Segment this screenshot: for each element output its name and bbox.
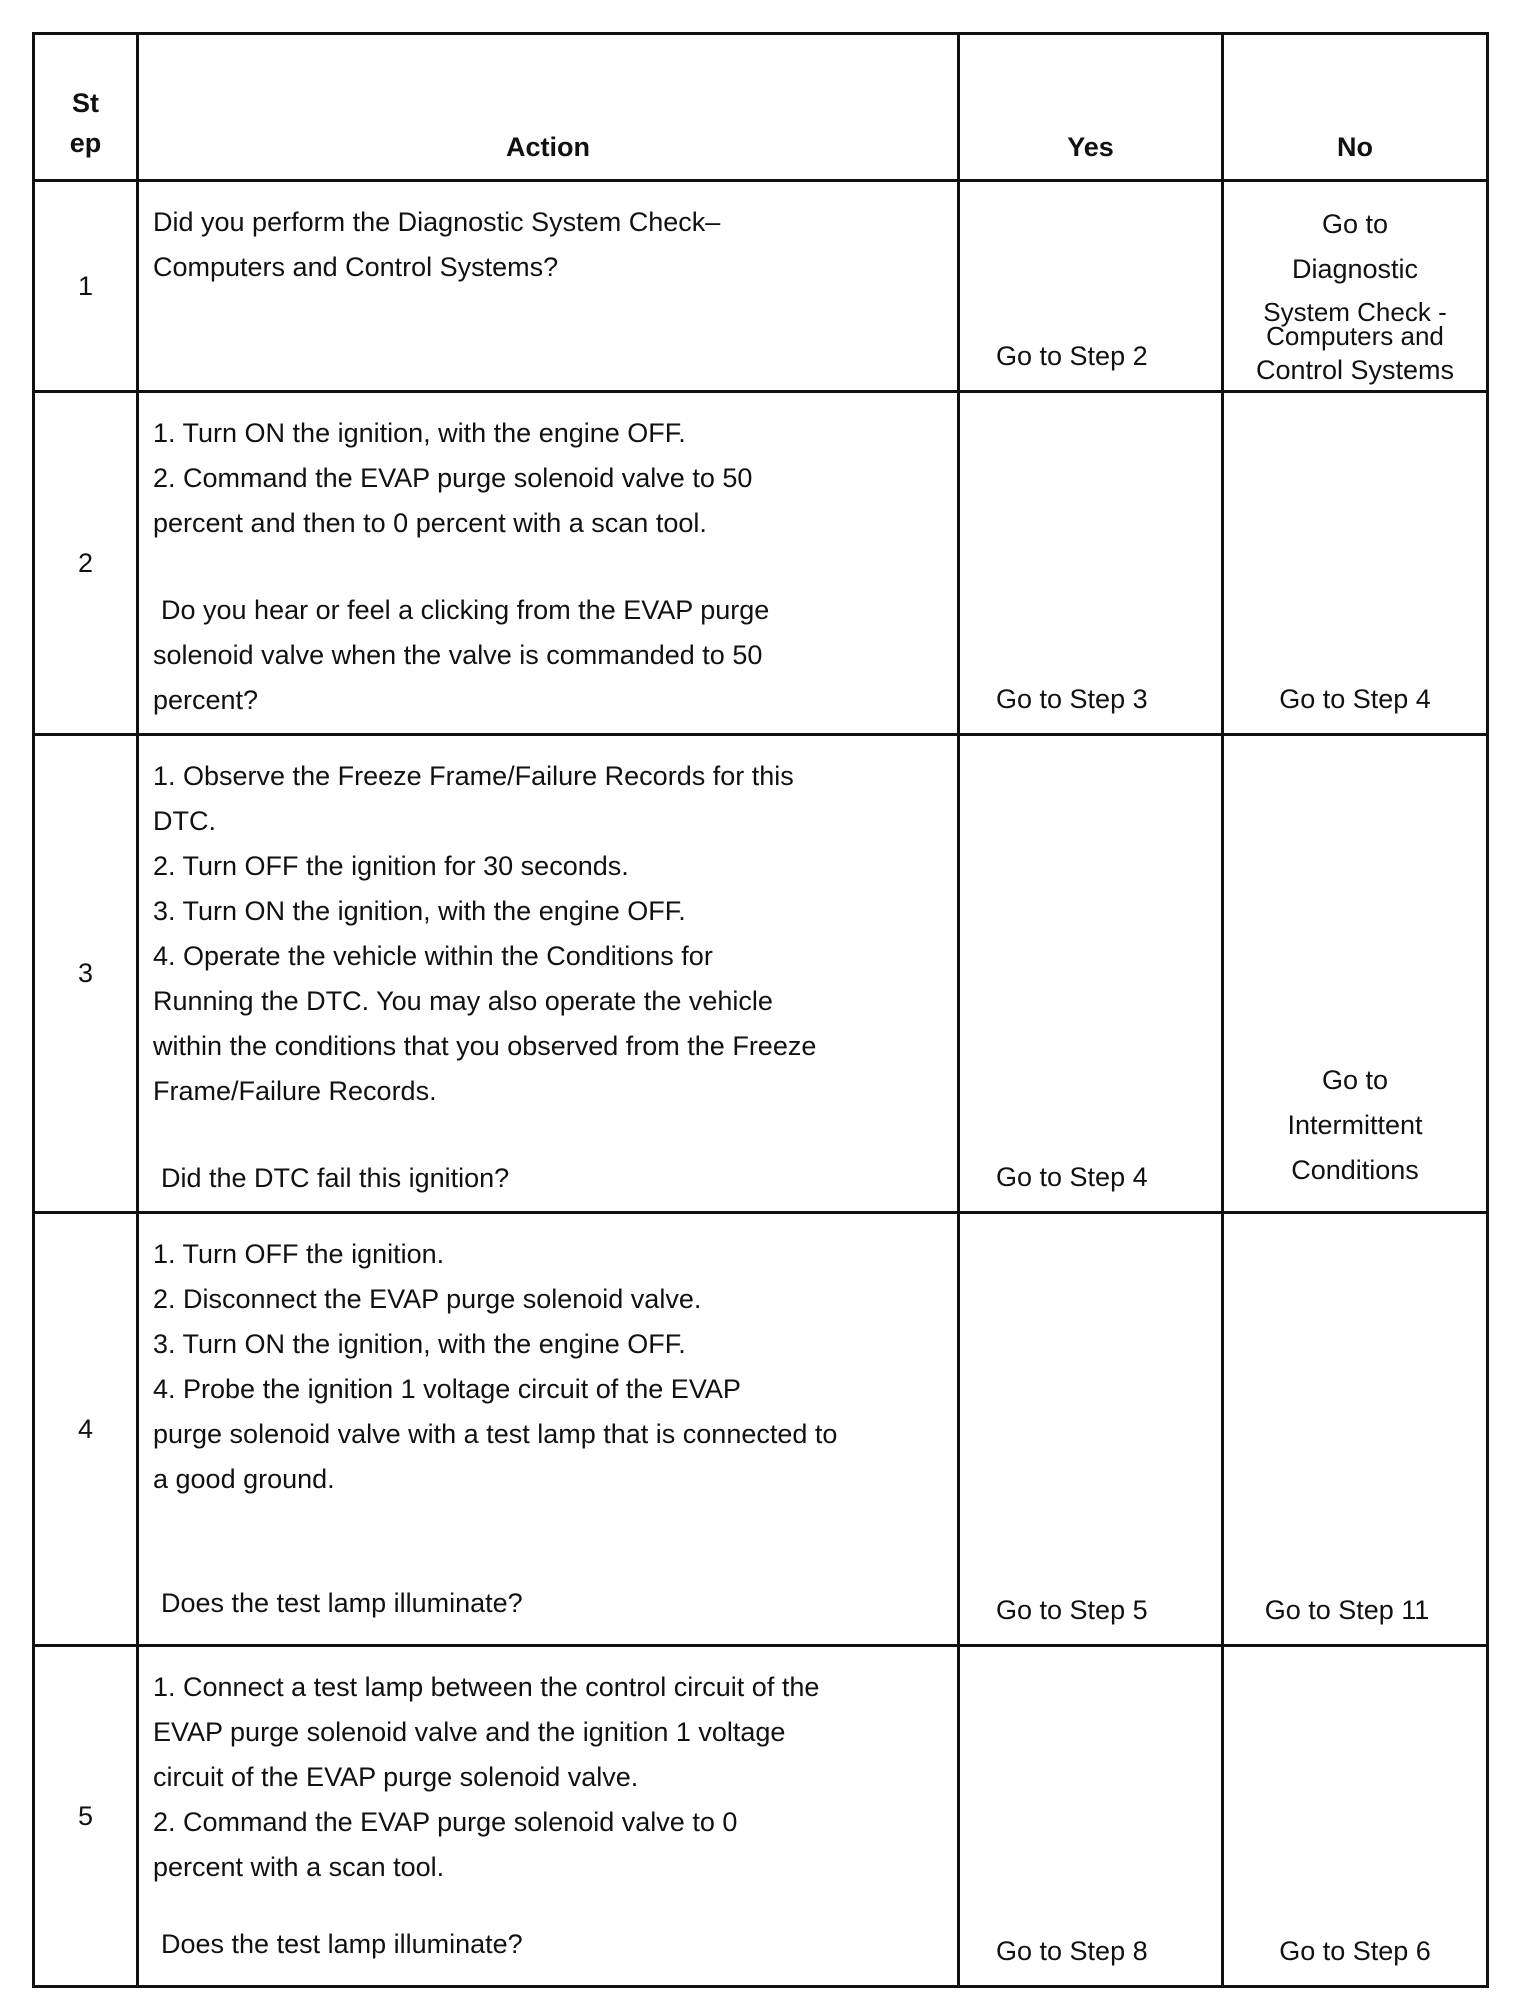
action-line: 2. Disconnect the EVAP purge solenoid valve. <box>153 1284 702 1314</box>
no-line: Go to <box>1321 209 1389 239</box>
action-cell <box>138 181 959 392</box>
action-line: purge solenoid valve with a test lamp that is connected to <box>153 1419 838 1449</box>
no-cell <box>1223 1646 1488 1987</box>
yes-link: Go to Step 2 <box>996 341 1148 371</box>
action-line: 1. Connect a test lamp between the control circuit of the <box>153 1672 820 1702</box>
question-line: Did the DTC fail this ignition? <box>161 1163 510 1193</box>
action-line: 2. Command the EVAP purge solenoid valve to 50 <box>153 463 753 493</box>
question-line: Does the test lamp illuminate? <box>161 1588 523 1618</box>
action-line: 3. Turn ON the ignition, with the engine OFF. <box>153 896 686 926</box>
step-number: 5 <box>34 1646 138 1987</box>
action-cell <box>138 392 959 735</box>
question-line: Does the test lamp illuminate? <box>161 1929 523 1959</box>
question-line: percent? <box>153 685 259 715</box>
action-line: 1. Turn ON the ignition, with the engine OFF. <box>153 418 686 448</box>
table-row <box>34 1213 1488 1646</box>
spacer <box>153 546 943 588</box>
action-line: Frame/Failure Records. <box>153 1076 437 1106</box>
yes-cell <box>959 181 1223 392</box>
header-action: Action <box>138 34 959 181</box>
no-line: Computers and <box>1266 321 1444 351</box>
no-line: Go to <box>1321 1065 1389 1095</box>
action-line: percent with a scan tool. <box>153 1852 445 1882</box>
header-no: No <box>1223 34 1488 181</box>
action-line: 1. Turn OFF the ignition. <box>153 1239 445 1269</box>
action-line: 4. Operate the vehicle within the Conditions for <box>153 941 713 971</box>
action-line: EVAP purge solenoid valve and the ignition 1 voltage <box>153 1717 786 1747</box>
no-cell <box>1223 735 1488 1213</box>
action-line: 3. Turn ON the ignition, with the engine OFF. <box>153 1329 686 1359</box>
step-number: 2 <box>34 392 138 735</box>
action-line: DTC. <box>153 806 216 836</box>
no-cell <box>1223 181 1488 392</box>
no-line: Control Systems <box>1255 355 1455 385</box>
no-line: Conditions <box>1291 1155 1419 1185</box>
action-line: Computers and Control Systems? <box>153 252 559 282</box>
no-line: System Check - <box>1263 297 1447 327</box>
action-line: 2. Command the EVAP purge solenoid valve to 0 <box>153 1807 738 1837</box>
no-link: Go to Step 6 <box>1279 1936 1431 1966</box>
action-line: a good ground. <box>153 1464 335 1494</box>
action-cell <box>138 1646 959 1987</box>
yes-cell <box>959 392 1223 735</box>
no-line: Diagnostic <box>1291 254 1419 284</box>
step-number: 4 <box>34 1213 138 1646</box>
yes-link: Go to Step 8 <box>996 1936 1148 1966</box>
step-number: 3 <box>34 735 138 1213</box>
yes-link: Go to Step 3 <box>996 684 1148 714</box>
action-line: 2. Turn OFF the ignition for 30 seconds. <box>153 851 629 881</box>
action-cell <box>138 735 959 1213</box>
action-line: percent and then to 0 percent with a scan tool. <box>153 508 707 538</box>
question-line: solenoid valve when the valve is commanded to 50 <box>153 640 763 670</box>
no-line: Intermittent <box>1287 1110 1423 1140</box>
diagnostic-table <box>32 32 1489 1988</box>
header-yes: Yes <box>959 34 1223 181</box>
yes-link: Go to Step 4 <box>996 1162 1148 1192</box>
no-cell <box>1223 392 1488 735</box>
action-line: circuit of the EVAP purge solenoid valve. <box>153 1762 639 1792</box>
yes-cell <box>959 1646 1223 1987</box>
header-step-line1: St <box>72 88 99 118</box>
action-cell <box>138 1213 959 1646</box>
header-step <box>34 34 138 181</box>
action-line: 1. Observe the Freeze Frame/Failure Records for this <box>153 761 794 791</box>
header-row <box>34 34 1488 181</box>
yes-cell <box>959 735 1223 1213</box>
yes-link: Go to Step 5 <box>996 1595 1148 1625</box>
step-number: 1 <box>34 181 138 392</box>
table-row <box>34 392 1488 735</box>
action-line: Running the DTC. You may also operate the vehicle <box>153 986 773 1016</box>
spacer <box>153 1114 943 1156</box>
no-cell <box>1223 1213 1488 1646</box>
action-line: within the conditions that you observed from the Freeze <box>153 1031 817 1061</box>
action-line: 4. Probe the ignition 1 voltage circuit of the EVAP <box>153 1374 741 1404</box>
no-link: Go to Step 11 <box>1264 1595 1430 1625</box>
yes-cell <box>959 1213 1223 1646</box>
question-line: Do you hear or feel a clicking from the EVAP purge <box>161 595 770 625</box>
header-step-line2: ep <box>69 128 102 158</box>
table-row <box>34 181 1488 392</box>
table-row <box>34 735 1488 1213</box>
table-row <box>34 1646 1488 1987</box>
action-line: Did you perform the Diagnostic System Check– <box>153 207 721 237</box>
no-link: Go to Step 4 <box>1279 684 1431 714</box>
